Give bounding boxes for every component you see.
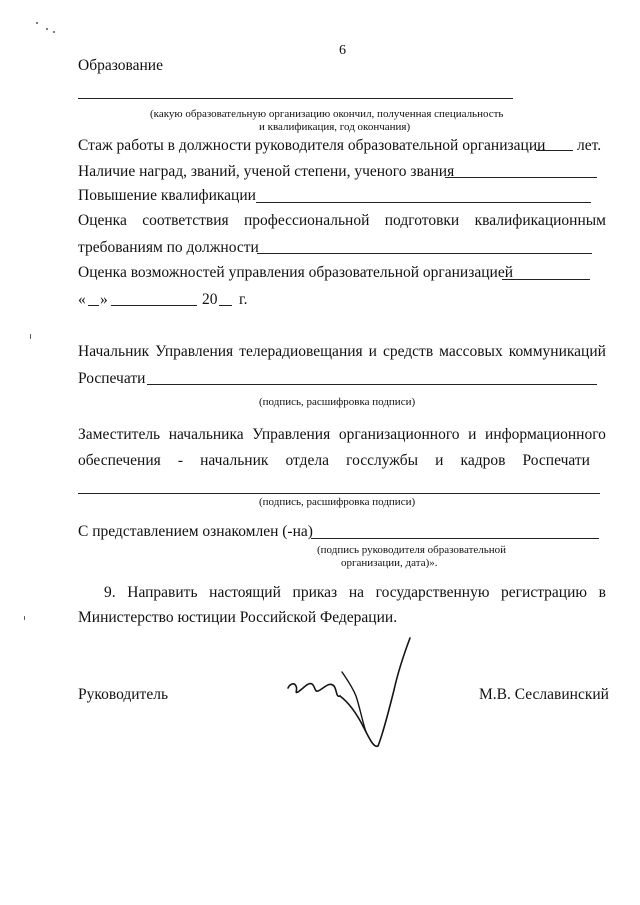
assessment-word: квалификационным (474, 212, 606, 229)
assessment-word: подготовки (384, 212, 460, 229)
item9-word: на (348, 584, 364, 601)
assessment-line-1 (78, 212, 606, 230)
experience-label: Стаж работы в должности руководителя образовательной организации (78, 137, 546, 154)
deputy-signature-caption: (подпись, расшифровка подписи) (259, 496, 416, 508)
date-month-line (111, 305, 197, 306)
date-year: 20 (202, 291, 218, 308)
date-day-line (88, 305, 99, 306)
education-label: Образование (78, 57, 163, 74)
deputy-word: госслужбы (346, 452, 419, 469)
qualification-label: Повышение квалификации (78, 187, 256, 204)
acquainted-label: С представлением ознакомлен (-на) (78, 523, 313, 540)
deputy-word: Роспечати (522, 452, 590, 469)
handwritten-signature (282, 632, 422, 754)
awards-fill-line (445, 177, 597, 178)
assessment-label-2: требованиям по должности (78, 239, 259, 256)
deputy-word: Заместитель (78, 426, 161, 443)
head-word: и (368, 343, 377, 360)
management-label: Оценка возможностей управления образовательной организацией (78, 264, 513, 281)
deputy-title-line-1 (78, 426, 606, 444)
deputy-word: обеспечения (78, 452, 161, 469)
head-signature-line (147, 384, 597, 385)
item9-word: регистрацию (501, 584, 587, 601)
deputy-word: кадров (460, 452, 506, 469)
experience-years-line (536, 150, 573, 151)
scan-speck (36, 22, 38, 24)
head-word: массовых (439, 343, 503, 360)
acquainted-caption-1: (подпись руководителя образовательной (317, 544, 507, 556)
acquainted-caption-2: организации, дата)». (341, 557, 438, 569)
head-word: Начальник (78, 343, 150, 360)
date-close-quote: » (100, 291, 108, 308)
scan-speck (53, 31, 55, 33)
signatory-name: М.В. Сеславинский (479, 686, 609, 703)
deputy-word: информационного (485, 426, 606, 443)
education-caption-2: и квалификация, год окончания) (259, 121, 411, 133)
scan-speck (24, 616, 25, 620)
head-word: Управления (155, 343, 234, 360)
scan-speck (30, 334, 31, 339)
management-fill-line (502, 279, 590, 280)
scan-speck (46, 28, 48, 30)
assessment-word: Оценка (78, 212, 127, 229)
awards-label: Наличие наград, званий, ученой степени, ученого звания (78, 163, 455, 180)
item9-word: Направить (127, 584, 198, 601)
head-word: телерадиовещания (239, 343, 363, 360)
deputy-title-line-2 (78, 452, 590, 470)
item9-line-2: Министерство юстиции Российской Федерации. (78, 609, 398, 626)
head-word: средств (382, 343, 434, 360)
date-year-line (219, 305, 232, 306)
education-fill-line (78, 98, 513, 99)
item9-word: 9. (104, 584, 116, 601)
deputy-word: и (435, 452, 444, 469)
experience-suffix: лет. (577, 137, 602, 154)
qualification-fill-line (256, 202, 591, 203)
head-word: коммуникаций (508, 343, 606, 360)
item9-word: приказ (292, 584, 338, 601)
acquainted-signature-line (311, 538, 599, 539)
head-signature-caption: (подпись, расшифровка подписи) (259, 396, 416, 408)
deputy-word: и (468, 426, 477, 443)
page-number: 6 (339, 43, 346, 58)
item9-word: настоящий (209, 584, 281, 601)
head-title-line-1 (78, 343, 606, 361)
deputy-word: - (177, 452, 184, 469)
item9-word: в (598, 584, 606, 601)
education-caption-1: (какую образовательную организацию окончил, полученная специальность (150, 108, 504, 120)
assessment-word: профессиональной (244, 212, 370, 229)
deputy-signature-line (78, 493, 600, 494)
signature-role: Руководитель (78, 686, 169, 703)
deputy-word: организационного (338, 426, 460, 443)
head-title-line-2: Роспечати (78, 370, 146, 387)
deputy-word: начальника (168, 426, 244, 443)
date-year-suffix: г. (239, 291, 248, 308)
item9-line-1 (104, 584, 606, 602)
item9-word: государственную (375, 584, 490, 601)
deputy-word: отдела (285, 452, 330, 469)
deputy-word: начальник (200, 452, 269, 469)
assessment-fill-line (257, 253, 592, 254)
date-open-quote: « (78, 291, 86, 308)
deputy-word: Управления (252, 426, 331, 443)
assessment-word: соответствия (142, 212, 229, 229)
